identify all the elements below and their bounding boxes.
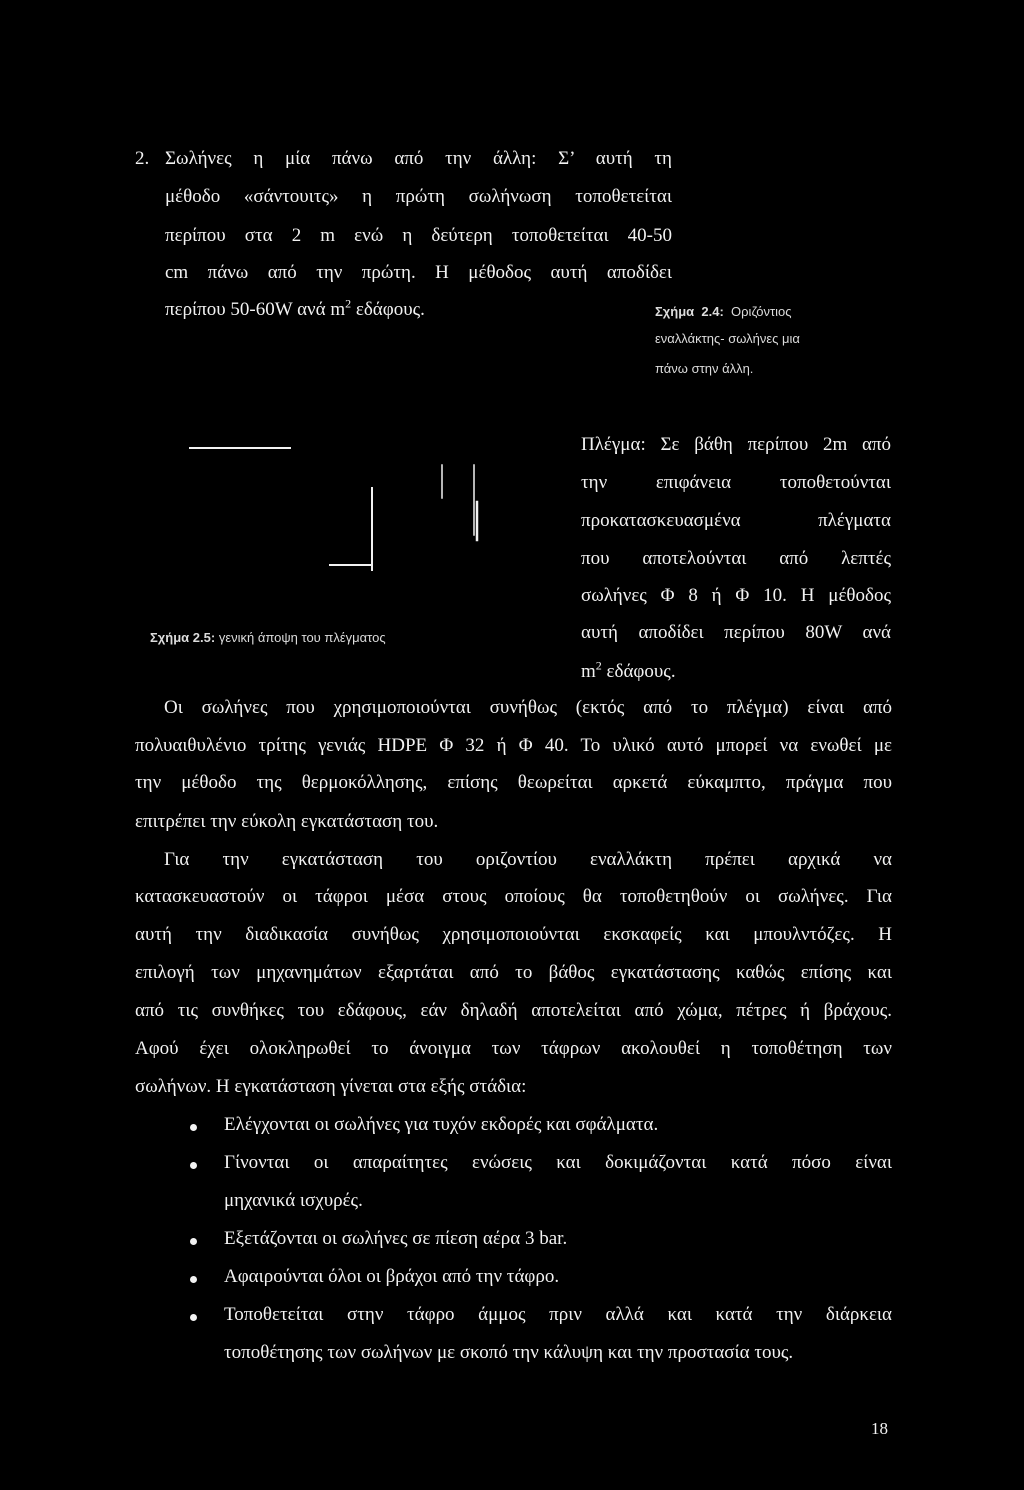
step-3: Εξετάζονται οι σωλήνες σε πίεση αέρα 3 bar. [224,1228,568,1249]
item2-line: Σωλήνες η μία πάνω από την άλλη: Σ’ αυτή τη [165,148,672,169]
bullet-icon [190,1162,197,1169]
figure-2-4-caption-line2: εναλλάκτης- σωλήνες μια [655,331,800,346]
bullet-icon [190,1276,197,1283]
figure-2-4-caption-line3: πάνω στην άλλη. [655,361,754,376]
bullet-icon [190,1314,197,1321]
install-last-line: σωλήνων. Η εγκατάσταση γίνεται στα εξής στάδια: [135,1076,527,1097]
install-line: Για την εγκατάσταση του οριζοντίου εναλλάκτη πρέπει αρχικά να [164,849,892,870]
step-1: Ελέγχονται οι σωλήνες για τυχόν εκδορές και σφάλματα. [224,1114,659,1135]
step-5-line1: Τοποθετείται στην τάφρο άμμος πριν αλλά και κατά την διάρκεια [224,1304,892,1325]
step-2-line2: μηχανικά ισχυρές. [224,1190,363,1211]
grid-line: την επιφάνεια τοποθετούνται [581,472,891,493]
grid-figure [180,440,500,580]
item2-line: μέθοδο «σάντουιτς» η πρώτη σωλήνωση τοποθετείται [165,186,672,207]
grid-line: σωλήνες Φ 8 ή Φ 10. Η μέθοδος [581,585,891,606]
step-5-line2: τοποθέτησης των σωλήνων με σκοπό την κάλυψη και την προστασία τους. [224,1342,794,1363]
pipes-line: Οι σωλήνες που χρησιμοποιούνται συνήθως (εκτός από το πλέγμα) είναι από [164,697,892,718]
pipes-line: την μέθοδο της θερμοκόλλησης, επίσης θεωρείται αρκετά εύκαμπτο, πράγμα που [135,772,892,793]
install-line: αυτή την διαδικασία συνήθως χρησιμοποιούνται εκσκαφείς και μπουλντόζες. Η [135,924,892,945]
install-line: Αφού έχει ολοκληρωθεί το άνοιγμα των τάφρων ακολουθεί η τοποθέτηση των [135,1038,892,1059]
item2-last-line: περίπου 50-60W ανά $m^2$ εδάφους. [165,296,425,320]
grid-line: Πλέγμα: Σε βάθη περίπου 2m από [581,434,891,455]
install-line: από τις συνθήκες του εδάφους, εάν δηλαδή αποτελείται από χώμα, πέτρες ή βράχους. [135,1000,892,1021]
bullet-icon [190,1124,197,1131]
grid-line: αυτή αποδίδει περίπου 80W ανά [581,622,891,643]
item2-line: περίπου στα 2 m ενώ η δεύτερη τοποθετείται 40-50 [165,225,672,246]
item2-line: cm πάνω από την πρώτη. Η μέθοδος αυτή αποδίδει [165,262,672,283]
step-2-line1: Γίνονται οι απαραίτητες ενώσεις και δοκιμάζονται κατά πόσο είναι [224,1152,892,1173]
figure-2-5-caption: Σχήμα 2.5: γενική άποψη του πλέγματος [150,630,386,645]
pipes-line: πολυαιθυλένιο τρίτης γενιάς HDPE Φ 32 ή Φ 40. Το υλικό αυτό μπορεί να ενωθεί με [135,735,892,756]
grid-line: που αποτελούνται από λεπτές [581,548,891,569]
figure-2-4-caption-line1: Σχήμα 2.4: Οριζόντιος [655,304,792,319]
grid-last-line: $m^2$ εδάφους. [581,658,676,682]
install-line: επιλογή των μηχανημάτων εξαρτάται από το βάθος εγκατάστασης καθώς επίσης και [135,962,892,983]
step-4: Αφαιρούνται όλοι οι βράχοι από την τάφρο. [224,1266,560,1287]
install-line: κατασκευαστούν οι τάφροι μέσα στους οποίους θα τοποθετηθούν οι σωλήνες. Για [135,886,892,907]
page-number: 18 [871,1419,888,1438]
bullet-icon [190,1238,197,1245]
list-number: 2. [135,148,150,169]
pipes-last-line: επιτρέπει την εύκολη εγκατάσταση του. [135,811,439,832]
grid-line: προκατασκευασμένα πλέγματα [581,510,891,531]
